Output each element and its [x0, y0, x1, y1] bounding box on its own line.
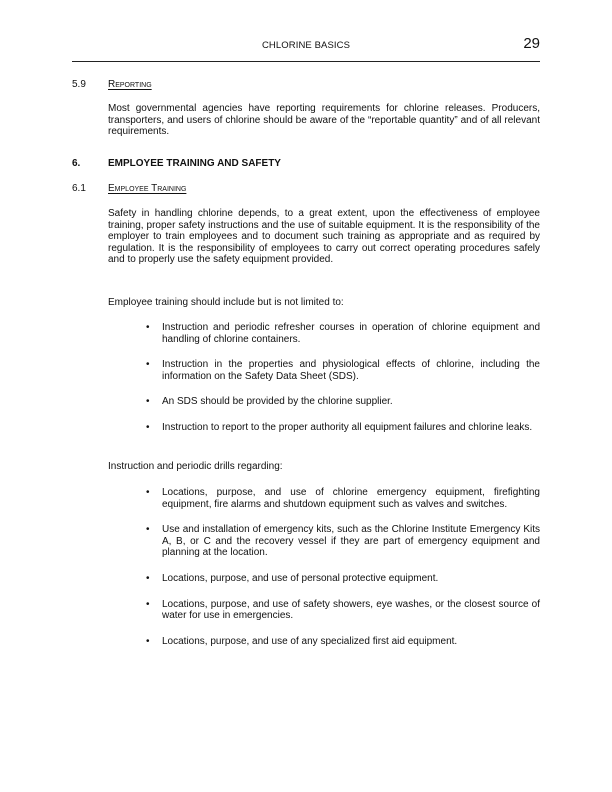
drills-list: [108, 487, 540, 661]
list-item: • An SDS should be provided by the chlorine supplier.: [146, 396, 393, 408]
list-item: • Locations, purpose, and use of safety showers, eye washes, or the closest source of water for use in emergencies.: [146, 598, 540, 622]
list-item: • Locations, purpose, and use of chlorine emergency equipment, firefighting equipment, fire alarms and shutdown equipment such as valves and switches.: [146, 487, 540, 510]
bullet-icon: •: [146, 598, 150, 610]
bullet-icon: •: [146, 487, 150, 498]
list-item: • Instruction and periodic refresher courses in operation of chlorine equipment and handling of chlorine containers.: [146, 322, 540, 345]
bullet-icon: •: [146, 396, 150, 408]
section-title: Employee Training: [108, 183, 187, 194]
section-number: 6.: [72, 158, 81, 169]
bullet-icon: •: [146, 635, 150, 647]
section-title: Reporting: [108, 79, 152, 90]
header-divider: [72, 61, 540, 62]
section-number: 5.9: [72, 79, 86, 90]
section-number: 6.1: [72, 183, 86, 194]
section-6-1-paragraph: Safety in handling chlorine depends, to a great extent, upon the effectiveness of employee training, proper safety instructions and the use of suitable equipment. It is the responsibility of the employer to train employees and to document such training as appropriate and as required by regulation. It is the responsibility of employees to carry out correct operating procedures safely and to properly use the safety equipment provided.: [108, 208, 540, 266]
running-header-title: CHLORINE BASICS: [261, 40, 351, 51]
list-item: • Locations, purpose, and use of personal protective equipment.: [146, 572, 439, 584]
page-number: 29: [523, 35, 540, 52]
training-list: [108, 322, 540, 448]
bullet-icon: •: [146, 322, 150, 333]
list1-intro: Employee training should include but is not limited to:: [108, 297, 344, 308]
bullet-icon: •: [146, 421, 150, 433]
bullet-icon: •: [146, 524, 150, 536]
section-title: EMPLOYEE TRAINING AND SAFETY: [108, 158, 281, 169]
list2-intro: Instruction and periodic drills regarding:: [108, 461, 283, 472]
bullet-icon: •: [146, 572, 150, 584]
bullet-icon: •: [146, 359, 150, 371]
list-item: • Use and installation of emergency kits, such as the Chlorine Institute Emergency Kits A, B, or C and the recovery vessel if they are part of emergency equipment and planning at the location.: [146, 524, 540, 559]
section-5-9-paragraph: Most governmental agencies have reporting requirements for chlorine releases. Producers, transporters, and users of chlorine should be aware of the “reportable quantity” and of all relevant requirements.: [108, 103, 540, 138]
list-item: • Instruction in the properties and physiological effects of chlorine, including the information on the Safety Data Sheet (SDS).: [146, 359, 540, 382]
list-item: • Locations, purpose, and use of any specialized first aid equipment.: [146, 635, 458, 647]
list-item: • Instruction to report to the proper authority all equipment failures and chlorine leaks.: [146, 421, 533, 433]
